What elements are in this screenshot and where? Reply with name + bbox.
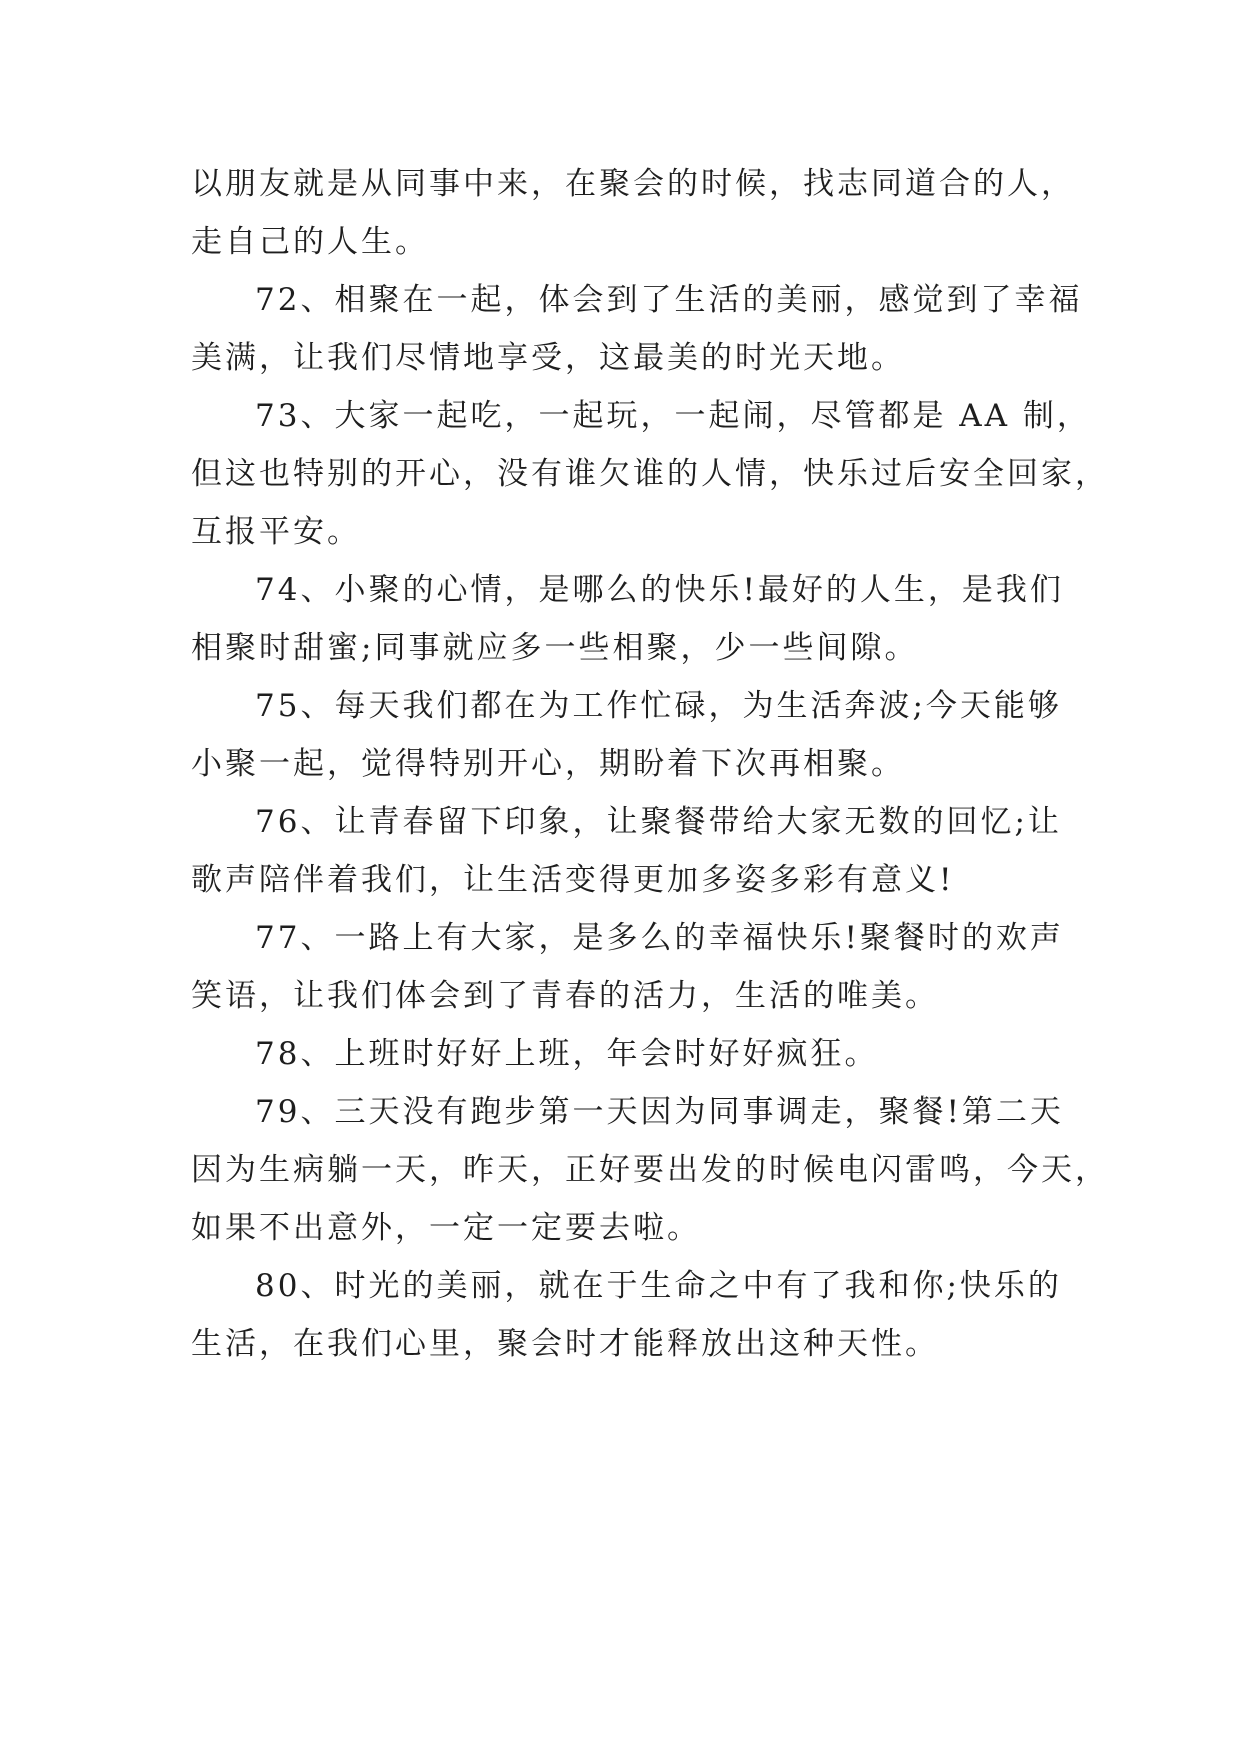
text-line: 互报平安。 <box>191 514 361 550</box>
text-line: 但这也特别的开心，没有谁欠谁的人情，快乐过后安全回家， <box>191 456 1109 492</box>
paragraph-73-line: 73、大家一起吃，一起玩，一起闹，尽管都是 AA 制， <box>255 398 1091 434</box>
paragraph-74-line: 74、小聚的心情，是哪么的快乐!最好的人生，是我们 <box>255 572 1064 608</box>
text-line: 笑语，让我们体会到了青春的活力，生活的唯美。 <box>191 978 939 1014</box>
text-line: 小聚一起，觉得特别开心，期盼着下次再相聚。 <box>191 746 905 782</box>
text-line: 以朋友就是从同事中来，在聚会的时候，找志同道合的人， <box>191 166 1075 202</box>
paragraph-76-line: 76、让青春留下印象，让聚餐带给大家无数的回忆;让 <box>255 804 1062 840</box>
text-line: 生活，在我们心里，聚会时才能释放出这种天性。 <box>191 1326 939 1362</box>
text-line: 相聚时甜蜜;同事就应多一些相聚，少一些间隙。 <box>191 630 919 666</box>
text-line: 如果不出意外，一定一定要去啦。 <box>191 1210 701 1246</box>
text-line: 美满，让我们尽情地享受，这最美的时光天地。 <box>191 340 905 376</box>
paragraph-79-line: 79、三天没有跑步第一天因为同事调走，聚餐!第二天 <box>255 1094 1064 1130</box>
paragraph-72-line: 72、相聚在一起，体会到了生活的美丽，感觉到了幸福 <box>255 282 1083 318</box>
paragraph-77-line: 77、一路上有大家，是多么的幸福快乐!聚餐时的欢声 <box>255 920 1064 956</box>
paragraph-78-line: 78、上班时好好上班，年会时好好疯狂。 <box>255 1036 879 1072</box>
text-line: 走自己的人生。 <box>191 224 429 260</box>
text-line: 因为生病躺一天，昨天，正好要出发的时候电闪雷鸣，今天， <box>191 1152 1109 1188</box>
text-line: 歌声陪伴着我们，让生活变得更加多姿多彩有意义! <box>191 862 955 898</box>
paragraph-80-line: 80、时光的美丽，就在于生命之中有了我和你;快乐的 <box>255 1268 1062 1304</box>
paragraph-75-line: 75、每天我们都在为工作忙碌，为生活奔波;今天能够 <box>255 688 1062 724</box>
